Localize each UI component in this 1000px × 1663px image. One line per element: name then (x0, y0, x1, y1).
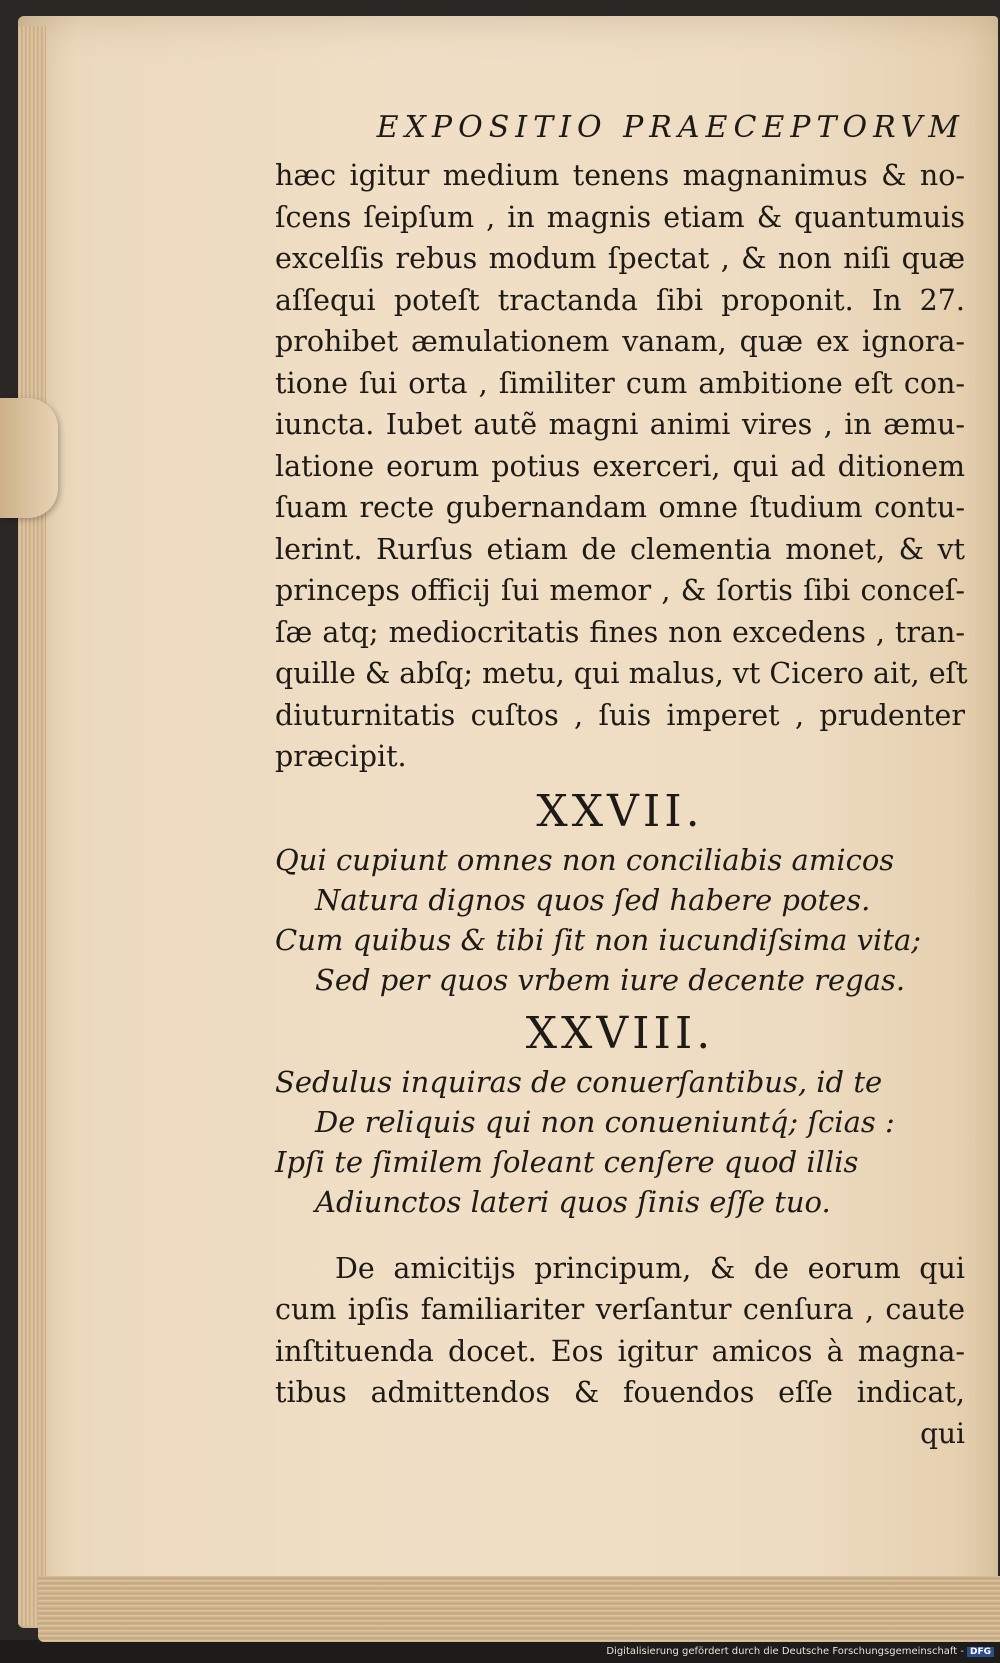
catchword: qui (920, 1416, 965, 1450)
text-line: inſtituenda docet. Eos igitur amicos à magna- (275, 1334, 965, 1368)
verse-28 (275, 1062, 965, 1222)
text-line: prohibet æmulationem vanam, quæ ex ignora- (275, 325, 965, 358)
text-line: latione eorum potius exerceri, qui ad ditionem (275, 449, 965, 483)
text-line: princeps officij ſui memor , & ſortis ſibi conceſ- (275, 574, 965, 607)
text-line: ſuam recte gubernandam omne ſtudium contu- (275, 491, 965, 524)
credit-text: Digitalisierung gefördert durch die Deutsche Forschungsgemeinschaft - (606, 1646, 964, 1657)
digitization-credit (606, 1646, 994, 1657)
verse-line: Natura dignos quos ſed habere potes. (315, 882, 871, 917)
text-line: aſſequi poteſt tractanda ſibi proponit. In 27. (275, 283, 965, 317)
text-line: iuncta. Iubet autẽ magni animi vires , in æmu- (275, 408, 965, 441)
text-line: diuturnitatis cuſtos , ſuis imperet , prudenter (275, 698, 965, 732)
text-line: cum ipſis familiariter verſantur cenſura , caute (275, 1293, 965, 1326)
page-text (275, 88, 968, 1454)
verse-line: Ipſi te ſimilem ſoleant cenſere quod illis (275, 1144, 859, 1179)
verse-line: Sedulus inquiras de conuerſantibus, id te (275, 1064, 883, 1099)
text-line: excelſis rebus modum ſpectat , & non niſi quæ (275, 242, 965, 275)
text-line: ſæ atq; mediocritatis fines non excedens , tran- (275, 615, 965, 649)
verse-line: Sed per quos vrbem iure decente regas. (315, 962, 906, 997)
text-line: lerint. Rurſus etiam de clementia monet, & vt (275, 532, 965, 566)
bottom-page-edge (38, 1576, 1000, 1642)
text-line: præcipit. (275, 740, 407, 773)
text-line: tibus admittendos & fouendos eſſe indicat, (275, 1376, 965, 1409)
verse-line: Adiunctos lateri quos ſinis eſſe tuo. (315, 1184, 831, 1219)
verse-line: Qui cupiunt omnes non conciliabis amicos (275, 842, 895, 877)
text-line: hæc igitur medium tenens magnanimus & no- (275, 159, 965, 192)
dfg-logo: DFG (967, 1647, 994, 1657)
text-line: De amicitijs principum, & de eorum qui (335, 1251, 965, 1285)
verse-line: Cum quibus & tibi ſit non iucundiſsima vita; (275, 922, 922, 957)
page-tab-marker (0, 398, 58, 518)
section-numeral-28: XXVIII. (525, 1007, 715, 1059)
running-head: EXPOSITIO PRAECEPTORVM (376, 110, 965, 145)
verse-27 (275, 840, 965, 1000)
page-edge (18, 26, 46, 1626)
text-line: tione ſui orta , ſimiliter cum ambitione eſt con- (275, 366, 965, 400)
paragraph-1 (275, 155, 968, 778)
text-line: quille & abſq; metu, qui malus, vt Cicero ait, eſt (275, 657, 968, 690)
verse-line: De reliquis qui non conueniuntq́; ſcias : (315, 1104, 895, 1139)
text-line: ſcens ſeipſum , in magnis etiam & quantumuis (275, 200, 965, 234)
section-numeral-27: XXVII. (536, 785, 704, 837)
paragraph-2 (275, 1248, 965, 1414)
